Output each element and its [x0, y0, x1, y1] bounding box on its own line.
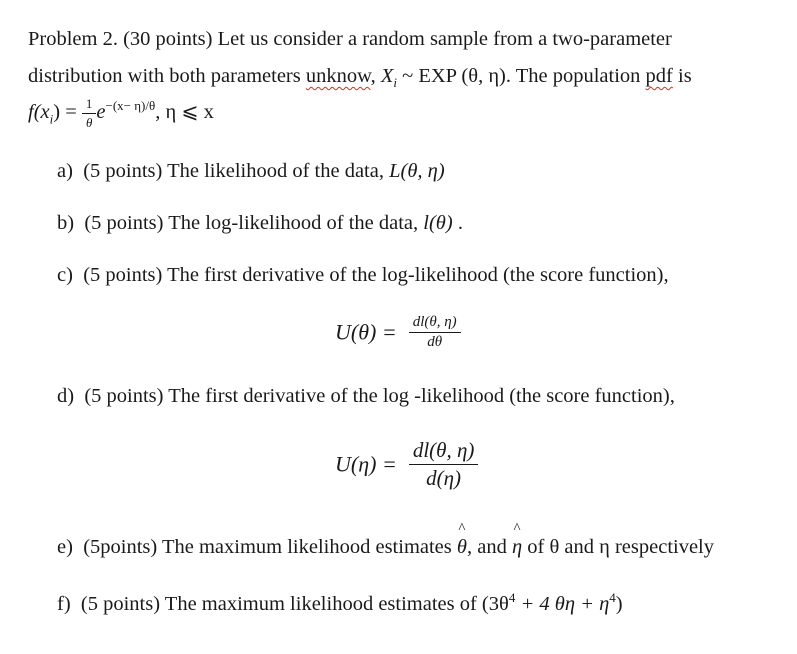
equation-u-eta: U(η) = $\frac{dl(\theta, \eta)}{d(\eta)}$: [335, 438, 478, 491]
misspelled-pdf: pdf: [645, 65, 673, 87]
equation-u-theta: U(θ) = $\frac{dl(\theta, \eta)}{d\theta}$: [335, 314, 461, 351]
item-e: e) (5points) The maximum likelihood estimates ^ θ, and ^ η of θ and η respectively: [57, 521, 715, 558]
eta-hat: ^ η: [511, 521, 523, 558]
u-eta-fraction: $\frac{dl(\theta, \eta)}{d(\eta)}$: [409, 438, 479, 491]
item-a: a) (5 points) The likelihood of the data, L(θ, η): [57, 160, 445, 182]
problem-line-1: Problem 2. (30 points) Let us consider a random sample from a two-parameter: [28, 28, 672, 50]
item-f: f) (5 points) The maximum likelihood estimates of ($3\theta^4 + 4$ $\theta\eta + \eta^4$): [57, 590, 623, 615]
problem-line-2: distribution with both parameters unknow, $X_i$ ~ EXP (θ, η). The population pdf is: [28, 65, 692, 91]
item-b: b) (5 points) The log-likelihood of the data, l(θ) .: [57, 212, 463, 234]
item-d: d) (5 points) The first derivative of the log -likelihood (the score function),: [57, 385, 675, 407]
theta-hat: ^ θ: [456, 521, 467, 558]
misspelled-word: unknow: [305, 65, 371, 87]
u-theta-fraction: $\frac{dl(\theta, \eta)}{d\theta}$: [409, 314, 461, 351]
pdf-fraction: $\frac{1}{\theta}$: [82, 96, 97, 131]
item-c: c) (5 points) The first derivative of the log-likelihood (the score function),: [57, 264, 669, 286]
pdf-formula: $f(x_i)$ = $\frac{1}{\theta}$ $e^{-(x- \eta)/\theta}$, η ⩽ x: [28, 96, 214, 130]
